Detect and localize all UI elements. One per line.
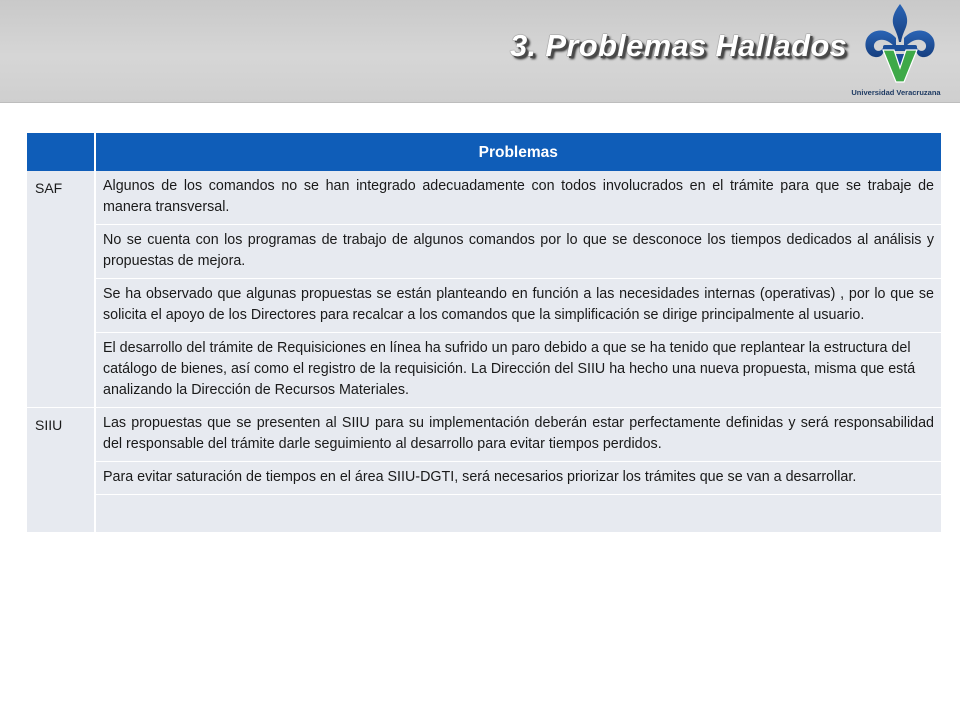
problem-cell: Las propuestas que se presenten al SIIU para su implementación deberán estar perfectamente definidas y será responsabilidad del responsable del trámite darle seguimiento al desarrollo para evitar tiempos perdidos. (95, 408, 941, 462)
problems-table (27, 133, 942, 533)
area-cell-siiu: SIIU (27, 408, 95, 533)
university-name: Universidad Veracruzana (851, 88, 941, 97)
table-row (27, 171, 941, 225)
area-cell-saf: SAF (27, 171, 95, 408)
university-logo-icon (863, 2, 937, 88)
table-row (27, 333, 941, 408)
header-problems-cell: Problemas (95, 133, 941, 171)
problem-cell-empty (95, 495, 941, 533)
table-row (27, 462, 941, 495)
table-row (27, 279, 941, 333)
problem-cell: No se cuenta con los programas de trabajo de algunos comandos por lo que se desconoce los tiempos dedicados al análisis y propuestas de mejora. (95, 225, 941, 279)
problem-cell: Para evitar saturación de tiempos en el área SIIU-DGTI, será necesarios priorizar los trámites que se van a desarrollar. (95, 462, 941, 495)
problem-cell: Algunos de los comandos no se han integrado adecuadamente con todos involucrados en el trámite para que se trabaje de manera transversal. (95, 171, 941, 225)
problem-cell: El desarrollo del trámite de Requisiciones en línea ha sufrido un paro debido a que se ha tenido que replantear la estructura del catálogo de bienes, así como el registro de la requisición. La Dirección del SIIU ha hecho una nueva propuesta, misma que está analizando la Dirección de Recursos Materiales. (95, 333, 941, 408)
header-area-cell (27, 133, 95, 171)
problem-cell: Se ha observado que algunas propuestas se están planteando en función a las necesidades internas (operativas) , por lo que se solicita el apoyo de los Directores para recalcar a los comandos que la simplificación se dirige principalmente al usuario. (95, 279, 941, 333)
table-header-row (27, 133, 941, 171)
table-row (27, 408, 941, 462)
slide-title: 3. Problemas Hallados (510, 28, 848, 63)
table-row (27, 225, 941, 279)
table-row (27, 495, 941, 533)
